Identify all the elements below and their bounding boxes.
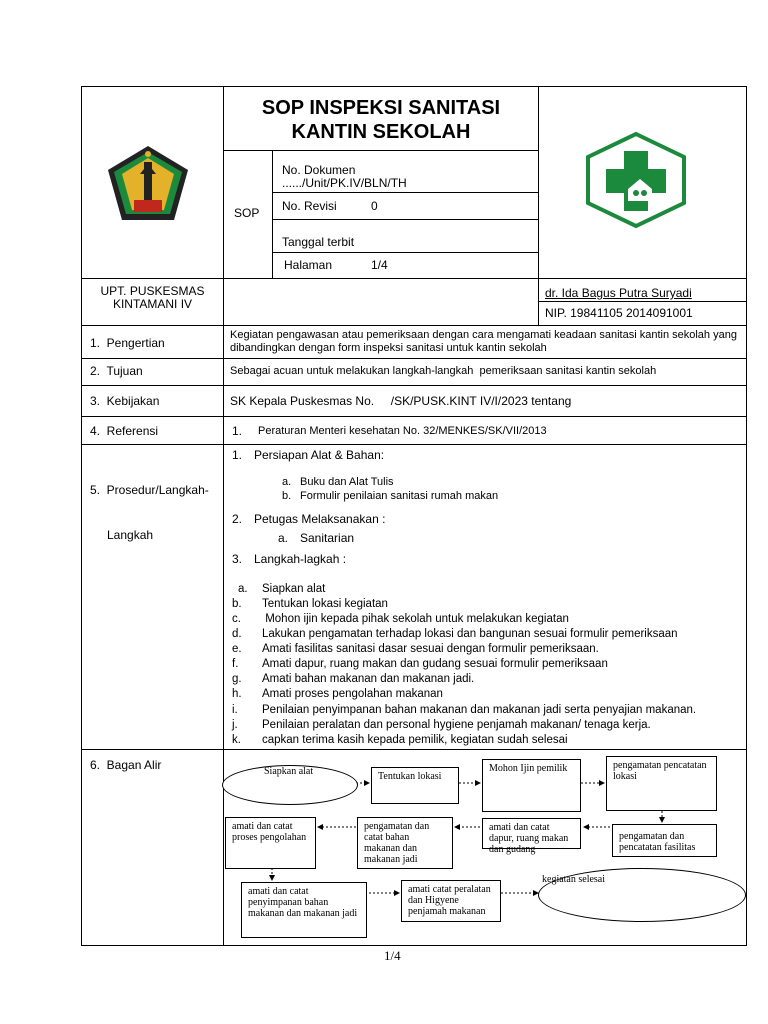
list-mark: b. [232, 598, 242, 610]
section-label-referensi: 4. Referensi [90, 424, 159, 438]
flow-amati-dapur: amati dan catat dapur, ruang makan dan gudang [482, 818, 581, 849]
signer-nip: NIP. 19841105 2014091001 [545, 306, 693, 320]
section-text-referensi: Peraturan Menteri kesehatan No. 32/MENKES/SK/VII/2013 [258, 425, 547, 437]
flow-pengamatan-fasilitas: pengamatan dan pencatatan fasilitas [612, 824, 717, 857]
list-mark: e. [232, 643, 242, 655]
list-text: Penilaian penyimpanan bahan makanan dan makanan jadi serta penyajian makanan. [262, 704, 697, 716]
flow-amati-proses: amati dan catat proses pengolahan [225, 817, 316, 869]
step-2-item-mark: a. [278, 531, 289, 545]
section-label-bagan-alir: 6. Bagan Alir [90, 758, 162, 772]
page-value: 1/4 [371, 258, 388, 272]
flow-end-label: kegiatan selesai [542, 874, 606, 885]
step-2-item: Sanitarian [300, 531, 355, 545]
flow-pengamatan-bahan: pengamatan dan catat bahan makanan dan makanan jadi [357, 817, 453, 869]
section-label-kebijakan: 3. Kebijakan [90, 394, 160, 408]
step-1-item-b-mark: b. [282, 490, 292, 502]
step-3-number: 3. [232, 552, 243, 566]
revision-value: 0 [371, 199, 378, 213]
list-mark: d. [232, 628, 242, 640]
flow-amati-peralatan: amati catat peralatan dan Higyene penjamah makanan [401, 880, 501, 922]
list-mark: k. [232, 734, 241, 746]
list-text: Amati proses pengolahan makanan [262, 688, 443, 700]
list-mark: g. [232, 673, 242, 685]
issue-date-label: Tanggal terbit [282, 235, 355, 249]
org-line-2: KINTAMANI IV [112, 297, 193, 311]
step-1-number: 1. [232, 448, 243, 462]
list-mark: c. [232, 613, 241, 625]
doc-number-value: ....../Unit/PK.IV/BLN/TH [282, 176, 407, 190]
page-footer-number: 1/4 [384, 948, 401, 963]
list-mark: i. [232, 704, 238, 716]
signer-name: dr. Ida Bagus Putra Suryadi [545, 286, 692, 300]
sop-label: SOP [234, 206, 260, 220]
list-text: Amati bahan makanan dan makanan jadi. [262, 673, 475, 685]
referensi-number: 1. [232, 424, 243, 438]
list-text: Tentukan lokasi kegiatan [262, 598, 388, 610]
title-line-2: KANTIN SEKOLAH [291, 121, 471, 143]
list-text: Siapkan alat [262, 583, 326, 595]
section-text-pengertian: Kegiatan pengawasan atau pemeriksaan dengan cara mengamati keadaan sanitasi kantin sekolah yang dibandingkan dengan form inspeksi sanitasi untuk kantin sekolah [230, 329, 737, 354]
section-text-kebijakan: SK Kepala Puskesmas No. /SK/PUSK.KINT IV/I/2023 tentang [230, 394, 572, 408]
step-1-item-b: Formulir penilaian sanitasi rumah makan [300, 490, 499, 502]
step-2-number: 2. [232, 512, 243, 526]
list-mark: j. [232, 719, 238, 731]
doc-number-label: No. Dokumen [282, 163, 356, 177]
flow-start-label: Siapkan alat [264, 766, 314, 777]
list-mark: h. [232, 688, 242, 700]
flow-mohon-ijin: Mohon Ijin pemilik [482, 759, 581, 812]
page-label: Halaman [284, 258, 333, 272]
list-mark: a. [238, 583, 248, 595]
list-text: Lakukan pengamatan terhadap lokasi dan bangunan sesuai formulir pemeriksaan [262, 628, 678, 640]
step-2-heading: Petugas Melaksanakan : [254, 512, 386, 526]
flow-tentukan-lokasi: Tentukan lokasi [371, 767, 459, 804]
prosedur-label-line-1: 5. Prosedur/Langkah- [90, 483, 209, 497]
list-text: Amati fasilitas sanitasi dasar sesuai dengan formulir pemeriksaan. [262, 643, 599, 655]
section-label-pengertian: 1. Pengertian [90, 336, 165, 350]
prosedur-label-line-2: Langkah [107, 528, 154, 542]
title-line-1: SOP INSPEKSI SANITASI [261, 97, 501, 119]
flow-pengamatan-lokasi: pengamatan pencatatan lokasi [606, 756, 717, 811]
revision-label: No. Revisi [282, 199, 337, 213]
list-mark: f. [232, 658, 239, 670]
list-text: capkan terima kasih kepada pemilik, kegiatan sudah selesai [262, 734, 568, 746]
step-1-item-a-mark: a. [282, 476, 292, 488]
org-line-1: UPT. PUSKESMAS [100, 284, 205, 298]
list-text: Penilaian peralatan dan personal hygiene penjamah makanan/ tenaga kerja. [262, 719, 651, 731]
list-text: Mohon ijin kepada pihak sekolah untuk melakukan kegiatan [262, 613, 569, 625]
section-text-tujuan: Sebagai acuan untuk melakukan langkah-langkah pemeriksaan sanitasi kantin sekolah [230, 365, 657, 377]
section-label-tujuan: 2. Tujuan [90, 364, 143, 378]
list-text: Amati dapur, ruang makan dan gudang sesuai formulir pemeriksaan [262, 658, 608, 670]
flow-amati-penyimpanan: amati dan catat penyimpanan bahan makanan dan makanan jadi [241, 882, 367, 938]
step-1-item-a: Buku dan Alat Tulis [300, 476, 394, 488]
step-3-heading: Langkah-lagkah : [254, 552, 347, 566]
step-1-heading: Persiapan Alat & Bahan: [254, 448, 385, 462]
